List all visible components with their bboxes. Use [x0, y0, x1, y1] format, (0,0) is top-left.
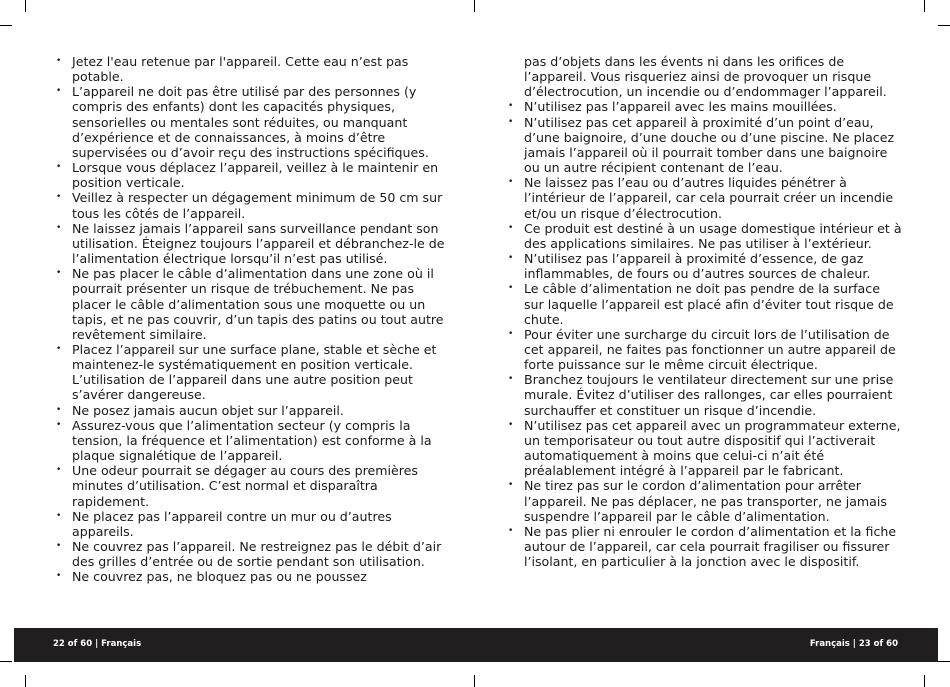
bullet-icon: • — [508, 253, 514, 264]
bullet-icon: • — [56, 56, 62, 66]
bullet-icon: • — [56, 268, 62, 279]
list-item: • N’utilisez pas l’appareil à proximité d’essence, de gaz inflammables, de fours ou d’autres sources de chaleur. — [508, 251, 871, 282]
bullet-icon: • — [508, 283, 514, 294]
crop-mark — [938, 661, 950, 662]
crop-mark — [924, 675, 925, 687]
bullet-icon: • — [508, 328, 514, 339]
footer-page-number-right: Français | 23 of 60 — [809, 639, 898, 649]
bullet-icon: • — [56, 192, 62, 203]
list-item: • L’appareil ne doit pas être utilisé par des personnes (y compris des enfants) dont les capacités physiques, sensorielles ou mentales sont réduites, ou manquant d’expérience et de connaissances, à moins d’être supervisées ou d’avoir reçu des instructions spécifiques. — [56, 84, 429, 160]
list-item: • Branchez toujours le ventilateur directement sur une prise murale. Évitez d’utiliser des rallonges, car elles pourraient surchauffer et constituer un risque d’incendie. — [508, 372, 894, 418]
list-item: • N’utilisez pas l’appareil avec les mains mouillées. — [508, 99, 837, 115]
footer-page-number-left: 22 of 60 | Français — [53, 639, 142, 649]
bullet-icon: • — [56, 419, 62, 430]
crop-mark — [474, 0, 475, 12]
list-item: • Assurez-vous que l’alimentation secteur (y compris la tension, la fréquence et l’alimentation) est conforme à la plaque signalétique de l’appareil. — [56, 417, 432, 464]
bullet-icon: • — [56, 541, 62, 551]
bullet-icon: • — [56, 510, 62, 521]
crop-mark — [0, 661, 12, 662]
bullet-icon: • — [508, 525, 514, 536]
left-column — [56, 54, 451, 584]
crop-mark — [938, 25, 950, 26]
bullet-icon: • — [508, 480, 514, 491]
list-item: • Ne laissez jamais l’appareil sans surveillance pendant son utilisation. Éteignez toujours l’appareil et débranchez-le de l’alimentation électrique lorsqu’il n’est pas utilisé. — [56, 220, 445, 267]
list-item: • Ne laissez pas l’eau ou d’autres liquides pénétrer à l’intérieur de l’appareil, car cela pourrait créer un incendie et/ou un risque d’électrocution. — [508, 175, 894, 221]
list-item: • Ne couvrez pas l’appareil. Ne restreignez pas le débit d’air des grilles d’entrée ou de sortie pendant son utilisation. — [56, 539, 442, 570]
list-item: • Pour éviter une surcharge du circuit lors de l’utilisation de cet appareil, ne faites pas fonctionner un autre appareil de forte puissance sur le même circuit électrique. — [508, 326, 896, 373]
crop-mark — [25, 675, 26, 687]
list-item: • N’utilisez pas cet appareil à proximité d’un point d’eau, d’une baignoire, d’une douche ou d’une piscine. Ne placez jamais l’appareil où il pourrait tomber dans une baignoire ou un autre récipient contenant de l’eau. — [508, 114, 895, 176]
bullet-icon: • — [508, 101, 514, 112]
bullet-icon: • — [56, 465, 62, 476]
list-item: • Placez l’appareil sur une surface plane, stable et sèche et maintenez-le systématiquement en position verticale. L’utilisation de l’appareil dans une autre position peut s’avérer dangereuse. — [56, 341, 437, 403]
list-item: • Ne couvrez pas, ne bloquez pas ou ne poussez — [56, 569, 367, 585]
bullet-icon: • — [56, 86, 62, 97]
crop-mark — [924, 0, 925, 12]
bullet-icon: • — [508, 116, 514, 127]
list-item: • Ce produit est destiné à un usage domestique intérieur et à des applications similaires. Ne pas utiliser à l’extérieur. — [508, 220, 902, 251]
bullet-icon: • — [56, 222, 62, 233]
list-item: • Ne posez jamais aucun objet sur l’appareil. — [56, 402, 344, 418]
list-item-continuation: pas d’objets dans les évents ni dans les orifices de l’appareil. Vous risqueriez ainsi de provoquer un risque d’électrocution, un incendie ou d’endommager l’appareil. — [524, 54, 887, 100]
list-item: • Une odeur pourrait se dégager au cours des premières minutes d’utilisation. C’est normal et disparaîtra rapidement. — [56, 463, 418, 509]
crop-mark — [0, 25, 12, 26]
bullet-icon: • — [56, 162, 62, 173]
list-item: • Ne placez pas l’appareil contre un mur ou d’autres appareils. — [56, 508, 392, 539]
bullet-icon: • — [508, 177, 514, 188]
crop-mark — [25, 0, 26, 12]
crop-mark — [474, 675, 475, 687]
page-footer — [14, 628, 938, 662]
list-item: • Ne tirez pas sur le cordon d’alimentation pour arrêter l’appareil. Ne pas déplacer, ne pas transporter, ne jamais suspendre l’appareil par le câble d’alimentation. — [508, 478, 887, 524]
bullet-icon: • — [508, 419, 514, 430]
bullet-icon: • — [56, 343, 62, 354]
list-item: • Ne pas plier ni enrouler le cordon d’alimentation et la fiche autour de l’appareil, car cela pourrait fragiliser ou fissurer l’isolant, en particulier à la jonction avec le dispositif. — [508, 523, 897, 570]
list-item: • N’utilisez pas cet appareil avec un programmateur externe, un temporisateur ou tout autre dispositif qui l’activerait automatiquement à moins que celui-ci n’ait été préalablement intégré à l’appareil par le fabricant. — [508, 417, 901, 479]
bullet-icon: • — [56, 404, 62, 415]
right-column — [508, 54, 903, 569]
list-item: • Veillez à respecter un dégagement minimum de 50 cm sur tous les côtés de l’appareil. — [56, 190, 443, 221]
list-item: • Ne pas placer le câble d’alimentation dans une zone où il pourrait présenter un risque de trébuchement. Ne pas placer le câble d’alimentation sous une moquette ou un tapis, et ne pas couvrir, d’un tapis des patins ou tout autre revêtement similaire. — [56, 266, 444, 342]
list-item: • Le câble d’alimentation ne doit pas pendre de la surface sur laquelle l’appareil est placé afin d’éviter tout risque de chute. — [508, 281, 894, 327]
bullet-icon: • — [56, 571, 62, 582]
bullet-icon: • — [508, 222, 514, 233]
list-item: • Lorsque vous déplacez l’appareil, veillez à le maintenir en position verticale. — [56, 160, 439, 191]
bullet-icon: • — [508, 374, 514, 385]
list-item: • Jetez l'eau retenue par l'appareil. Cette eau n’est pas potable. — [56, 54, 409, 85]
